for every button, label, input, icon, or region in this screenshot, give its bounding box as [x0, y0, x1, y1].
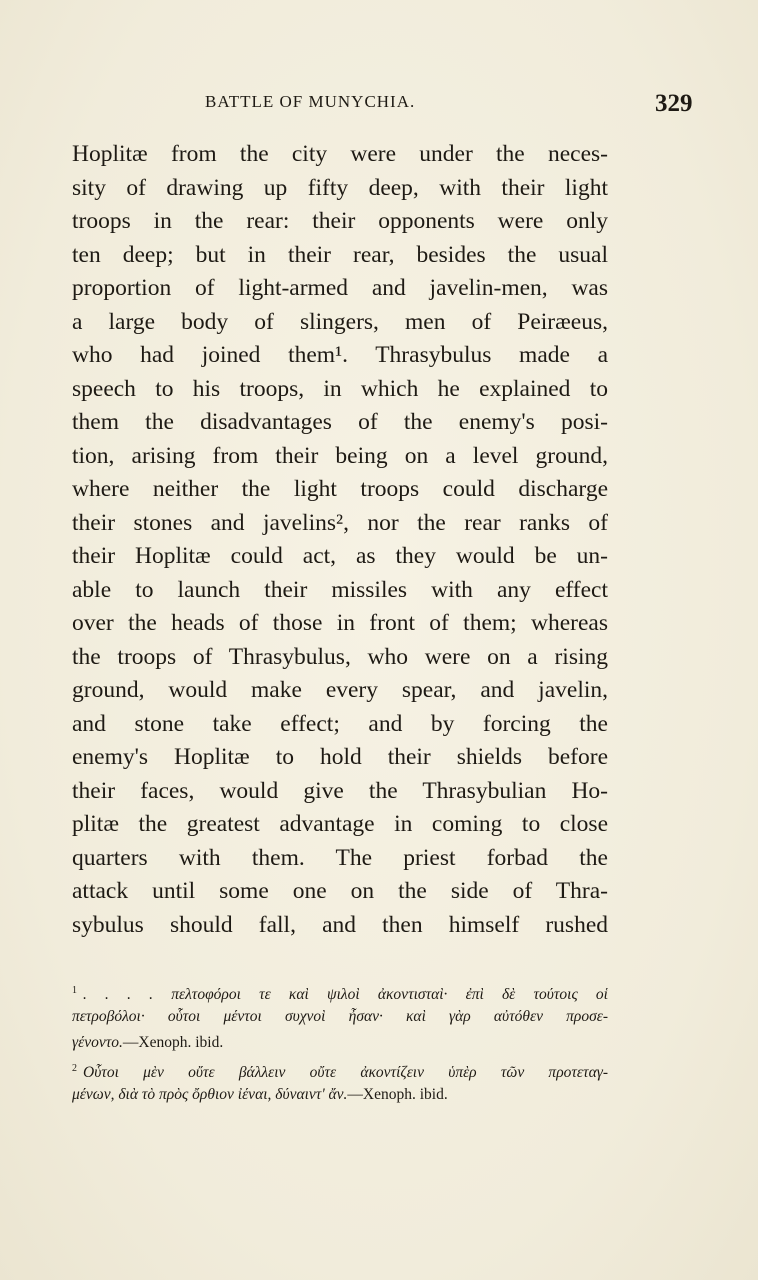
text-line: proportion of light-armed and javelin-men, was: [72, 275, 608, 301]
footnote-greek-text: . . . . πελτοφόροι τε καὶ ψιλοὶ ἀκοντισταὶ· ἐπὶ δὲ τούτοις οἱ: [83, 986, 608, 1004]
text-line: their faces, would give the Thrasybulian Ho-: [72, 777, 608, 804]
footnote-1-line: [72, 978, 608, 1004]
text-line: tion, arising from their being on a level ground,: [72, 442, 608, 469]
text-line: speech to his troops, in which he explained to: [72, 375, 608, 402]
footnote-marker: 1: [72, 985, 77, 996]
footnote-greek-text: πετροβόλοι· οὗτοι μέντοι συχνοὶ ἦσαν· καὶ γὰρ αὐτόθεν προσε-: [72, 1008, 608, 1025]
text-line: able to launch their missiles with any effect: [72, 576, 608, 603]
text-line: the troops of Thrasybulus, who were on a rising: [72, 643, 608, 670]
text-line: Hoplitæ from the city were under the neces-: [72, 141, 608, 167]
page-number: 329: [655, 90, 693, 117]
text-line: their stones and javelins², nor the rear ranks of: [72, 509, 608, 536]
text-line: troops in the rear: their opponents were only: [72, 208, 608, 234]
footnote-greek-text: μένων, διὰ τὸ πρὸς ὄρθιον ἰέναι, δύναιντ' ἄν.: [72, 1086, 348, 1103]
text-line: plitæ the greatest advantage in coming to close: [72, 811, 608, 837]
footnotes: [72, 978, 608, 1108]
text-line: sybulus should fall, and then himself rushed: [72, 911, 608, 938]
text-line: over the heads of those in front of them; whereas: [72, 610, 608, 636]
footnote-greek-text: γένοντο.: [72, 1034, 123, 1051]
text-line: sity of drawing up fifty deep, with their light: [72, 174, 608, 201]
footnote-marker: 2: [72, 1063, 77, 1074]
footnote-2-line: [72, 1056, 608, 1082]
text-line: enemy's Hoplitæ to hold their shields before: [72, 744, 608, 770]
text-line: quarters with them. The priest forbad the: [72, 844, 608, 871]
footnote-2-line: [72, 1082, 608, 1108]
footnote-1-line: [72, 1030, 608, 1056]
text-line: their Hoplitæ could act, as they would be un-: [72, 543, 608, 569]
text-line: who had joined them¹. Thrasybulus made a: [72, 342, 608, 368]
text-line: attack until some one on the side of Thra-: [72, 878, 608, 904]
text-line: ground, would make every spear, and javelin,: [72, 677, 608, 703]
footnote-greek-text: Οὗτοι μὲν οὔτε βάλλειν οὔτε ἀκοντίζειν ὑπὲρ τῶν προτεταγ-: [83, 1064, 608, 1082]
text-line: where neither the light troops could discharge: [72, 476, 608, 502]
running-head: BATTLE OF MUNYCHIA.: [205, 92, 416, 111]
text-line: them the disadvantages of the enemy's posi-: [72, 409, 608, 435]
text-line: and stone take effect; and by forcing the: [72, 710, 608, 737]
footnote-source: —Xenoph. ibid.: [347, 1086, 448, 1103]
text-line: ten deep; but in their rear, besides the usual: [72, 241, 608, 268]
footnote-1-line: [72, 1004, 608, 1030]
footnote-source: —Xenoph. ibid.: [122, 1034, 224, 1051]
text-line: a large body of slingers, men of Peiræeus,: [72, 308, 608, 335]
body-text: [72, 138, 608, 942]
